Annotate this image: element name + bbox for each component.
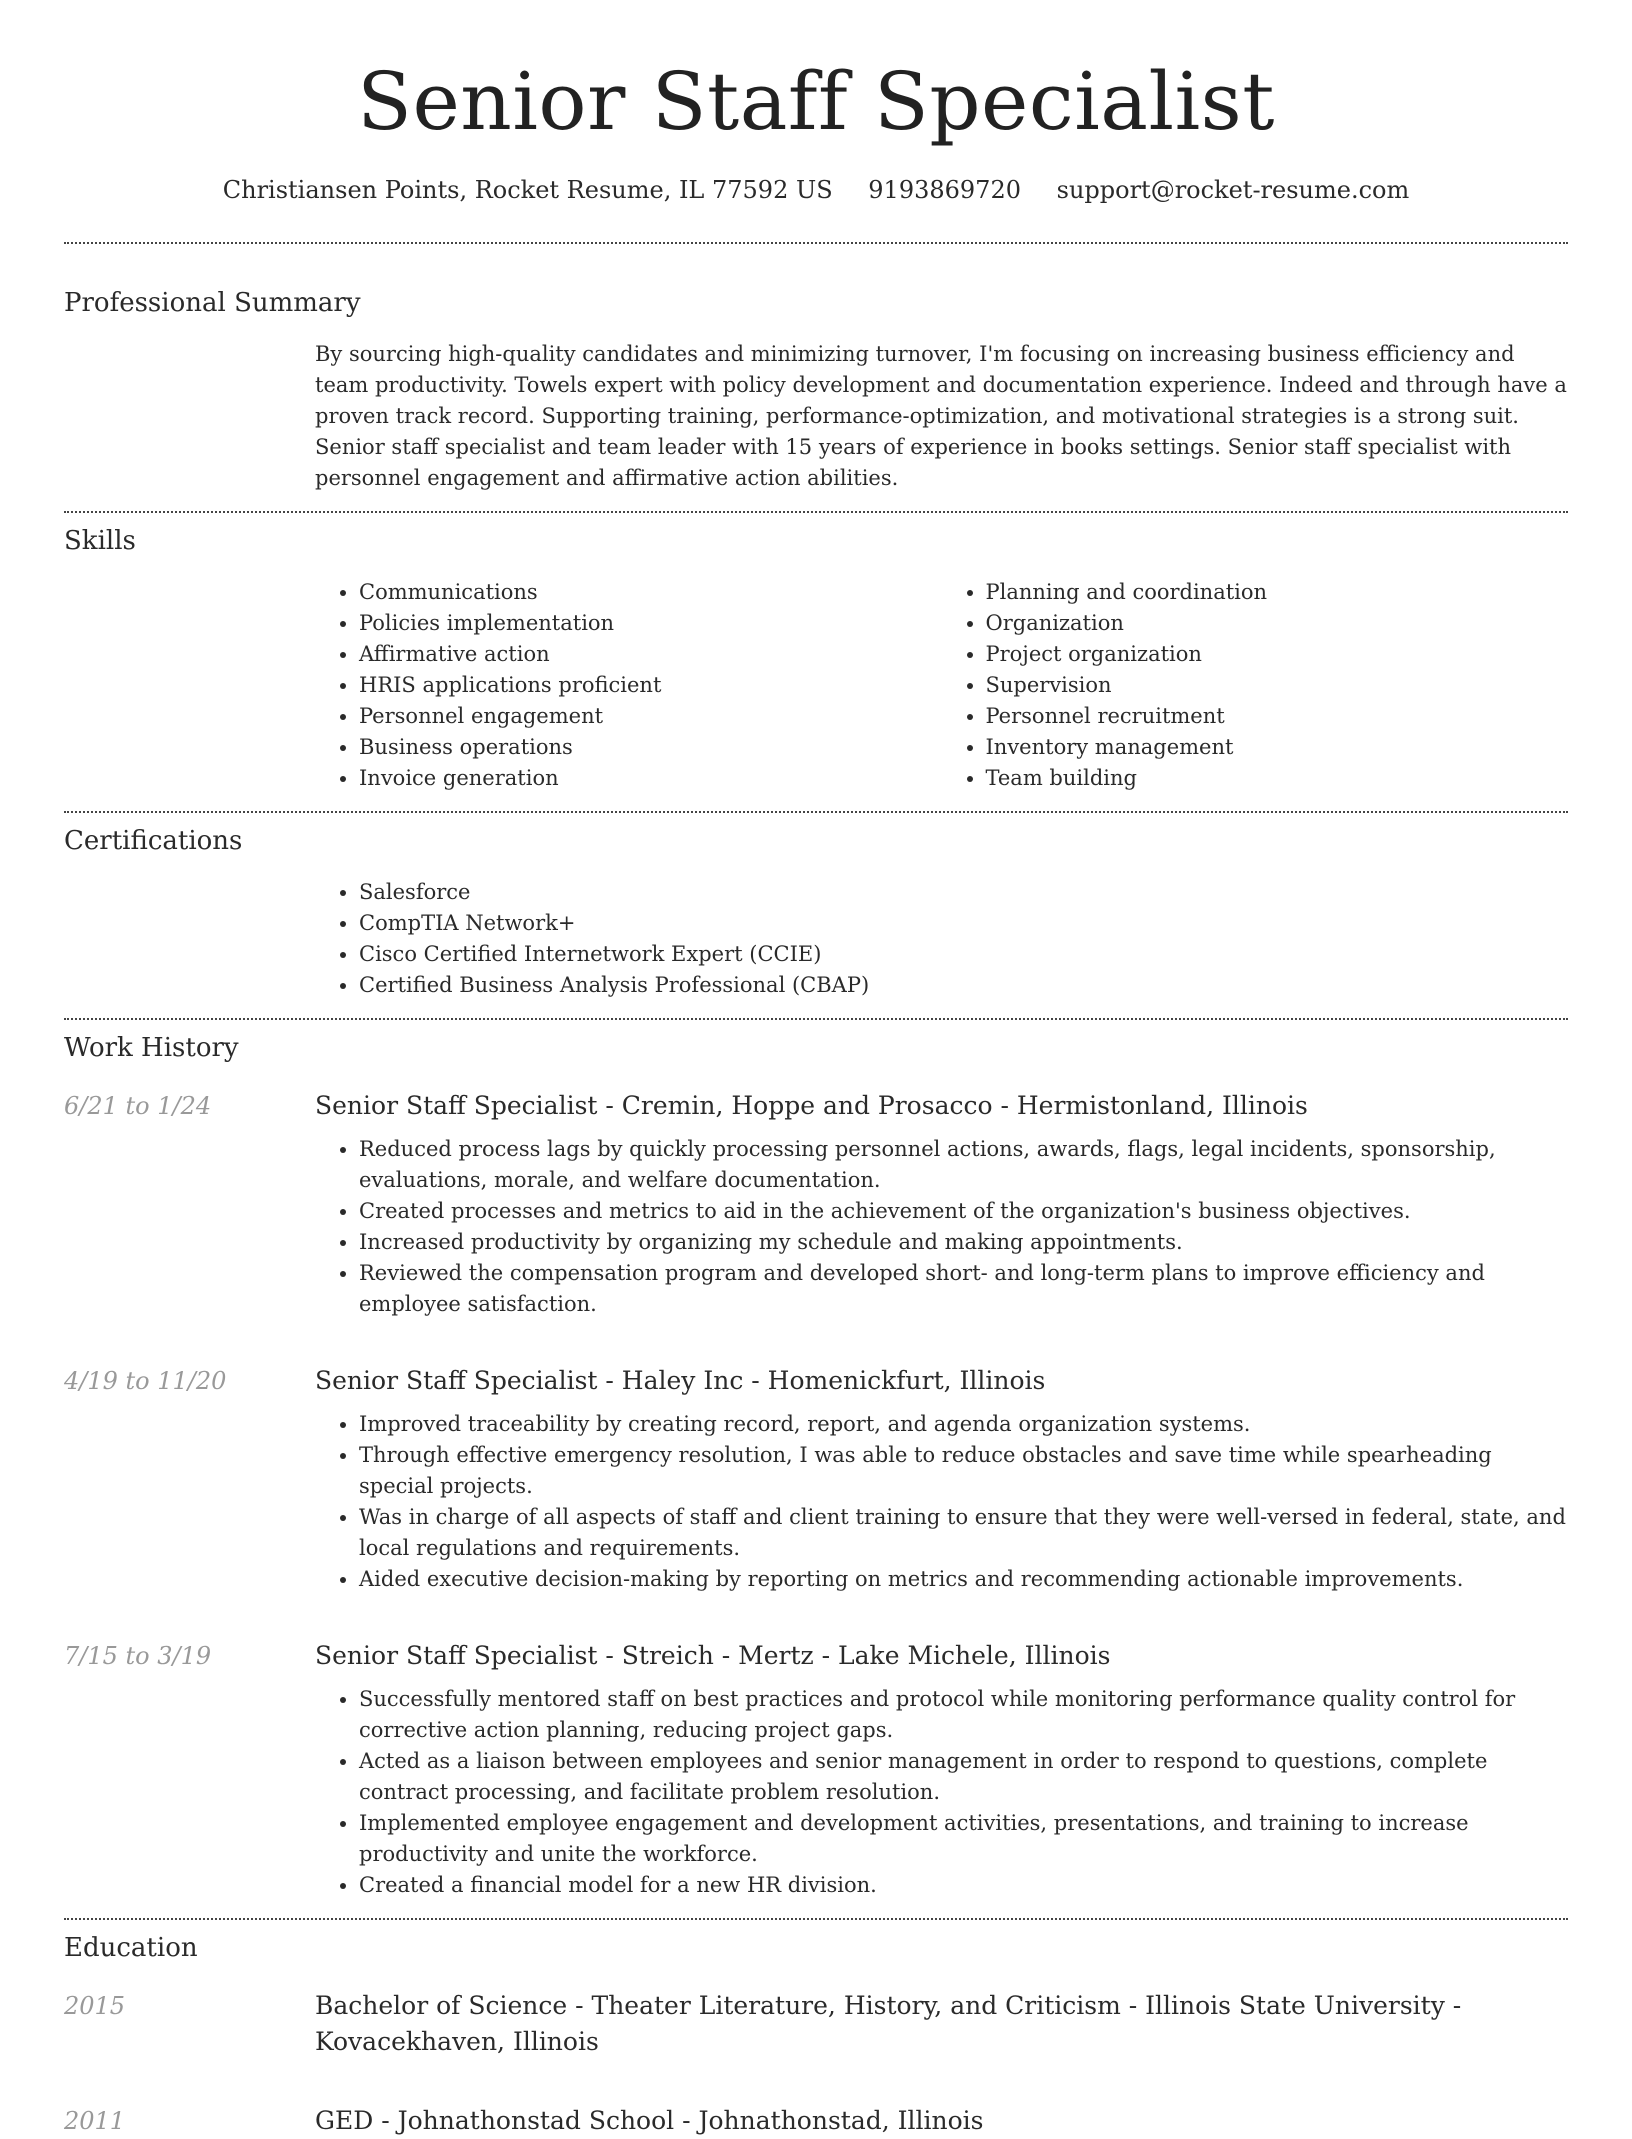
skill-item: • Policies implementation [359, 608, 942, 639]
certification-item: • Cisco Certified Internetwork Expert (CCIE) [359, 939, 1568, 970]
job-title: Senior Staff Specialist - Streich - Mertz - Lake Michele, Illinois [315, 1641, 1111, 1670]
job-bullet: • Increased productivity by organizing my schedule and making appointments. [359, 1227, 1568, 1258]
certifications-section [64, 813, 1568, 1001]
job-entry [64, 1638, 1568, 1901]
candidate-name: Senior Staff Specialist [357, 55, 1275, 148]
job-entry [64, 1363, 1568, 1595]
contact-phone: 9193869720 [868, 176, 1021, 204]
job-bullet: • Acted as a liaison between employees and senior management in order to respond to questions, complete contract processing, and facilitate problem resolution. [359, 1746, 1568, 1808]
skill-item: • Team building [986, 763, 1569, 794]
certification-item: • CompTIA Network+ [359, 908, 1568, 939]
job-bullet: • Aided executive decision-making by reporting on metrics and recommending actionable improvements. [359, 1564, 1568, 1595]
education-date: 2015 [64, 1992, 126, 2020]
job-bullet: • Reduced process lags by quickly processing personnel actions, awards, flags, legal incidents, sponsorship, evaluations, morale, and welfare documentation. [359, 1134, 1568, 1196]
job-bullets [315, 1134, 1568, 1320]
education-date: 2011 [64, 2107, 126, 2135]
job-dates: 7/15 to 3/19 [64, 1642, 212, 1670]
skills-list-left [315, 577, 942, 794]
job-bullet: • Created processes and metrics to aid in the achievement of the organization's business objectives. [359, 1196, 1568, 1227]
skill-item: • Communications [359, 577, 942, 608]
skill-item: • Personnel recruitment [986, 701, 1569, 732]
work-history-section [64, 1020, 1568, 1901]
section-title-education: Education [64, 1933, 198, 1963]
skill-item: • Inventory management [986, 732, 1569, 763]
certification-item: • Certified Business Analysis Professional (CBAP) [359, 970, 1568, 1001]
education-title: Bachelor of Science - Theater Literature, History, and Criticism - Illinois State University - Kovacekhaven, Illinois [315, 1991, 1462, 2056]
job-bullet: • Was in charge of all aspects of staff and client training to ensure that they were well-versed in federal, state, and local regulations and requirements. [359, 1502, 1568, 1564]
job-dates: 4/19 to 11/20 [64, 1367, 227, 1395]
job-bullet: • Successfully mentored staff on best practices and protocol while monitoring performance quality control for corrective action planning, reducing project gaps. [359, 1684, 1568, 1746]
section-title-skills: Skills [64, 526, 136, 556]
section-title-work: Work History [64, 1033, 239, 1063]
skills-list-right [942, 577, 1569, 794]
resume-header [64, 0, 1568, 210]
skill-item: • Affirmative action [359, 639, 942, 670]
education-entry [64, 2103, 1568, 2139]
job-bullet: • Through effective emergency resolution, I was able to reduce obstacles and save time while spearheading special projects. [359, 1440, 1568, 1502]
resume-page [64, 0, 1568, 2139]
skill-item: • Project organization [986, 639, 1569, 670]
job-bullets [315, 1409, 1568, 1595]
job-title: Senior Staff Specialist - Cremin, Hoppe and Prosacco - Hermistonland, Illinois [315, 1091, 1308, 1120]
contact-email: support@rocket-resume.com [1056, 176, 1410, 204]
job-title: Senior Staff Specialist - Haley Inc - Homenickfurt, Illinois [315, 1366, 1046, 1395]
job-bullets [315, 1684, 1568, 1901]
job-bullet: • Implemented employee engagement and development activities, presentations, and training to increase productivity and unite the workforce. [359, 1808, 1568, 1870]
education-entry [64, 1988, 1568, 2060]
skill-item: • Planning and coordination [986, 577, 1569, 608]
skill-item: • HRIS applications proficient [359, 670, 942, 701]
skill-item: • Organization [986, 608, 1569, 639]
skill-item: • Invoice generation [359, 763, 942, 794]
job-bullet: • Created a financial model for a new HR division. [359, 1870, 1568, 1901]
section-title-certifications: Certifications [64, 826, 243, 856]
section-title-summary: Professional Summary [64, 288, 361, 318]
contact-address: Christiansen Points, Rocket Resume, IL 77592 US [222, 176, 833, 204]
job-bullet: • Improved traceability by creating record, report, and agenda organization systems. [359, 1409, 1568, 1440]
skill-item: • Personnel engagement [359, 701, 942, 732]
certification-item: • Salesforce [359, 877, 1568, 908]
skill-item: • Business operations [359, 732, 942, 763]
education-title: GED - Johnathonstad School - Johnathonstad, Illinois [315, 2106, 984, 2135]
contact-line [64, 170, 1568, 210]
summary-text: By sourcing high-quality candidates and minimizing turnover, I'm focusing on increasing business efficiency and team productivity. Towels expert with policy development and documentation experience. Indeed and through have a proven track record. Supporting training, performance-optimization, and motivational strategies is a strong suit. Senior staff specialist and team leader with 15 years of experience in books settings. Senior staff specialist with personnel engagement and affirmative action abilities. [315, 342, 1567, 490]
certifications-list [315, 877, 1568, 1001]
skills-section [64, 513, 1568, 794]
job-bullet: • Reviewed the compensation program and developed short- and long-term plans to improve efficiency and employee satisfaction. [359, 1258, 1568, 1320]
job-dates: 6/21 to 1/24 [64, 1092, 212, 1120]
education-section [64, 1920, 1568, 2139]
job-entry [64, 1088, 1568, 1320]
summary-section [64, 244, 1568, 494]
skill-item: • Supervision [986, 670, 1569, 701]
